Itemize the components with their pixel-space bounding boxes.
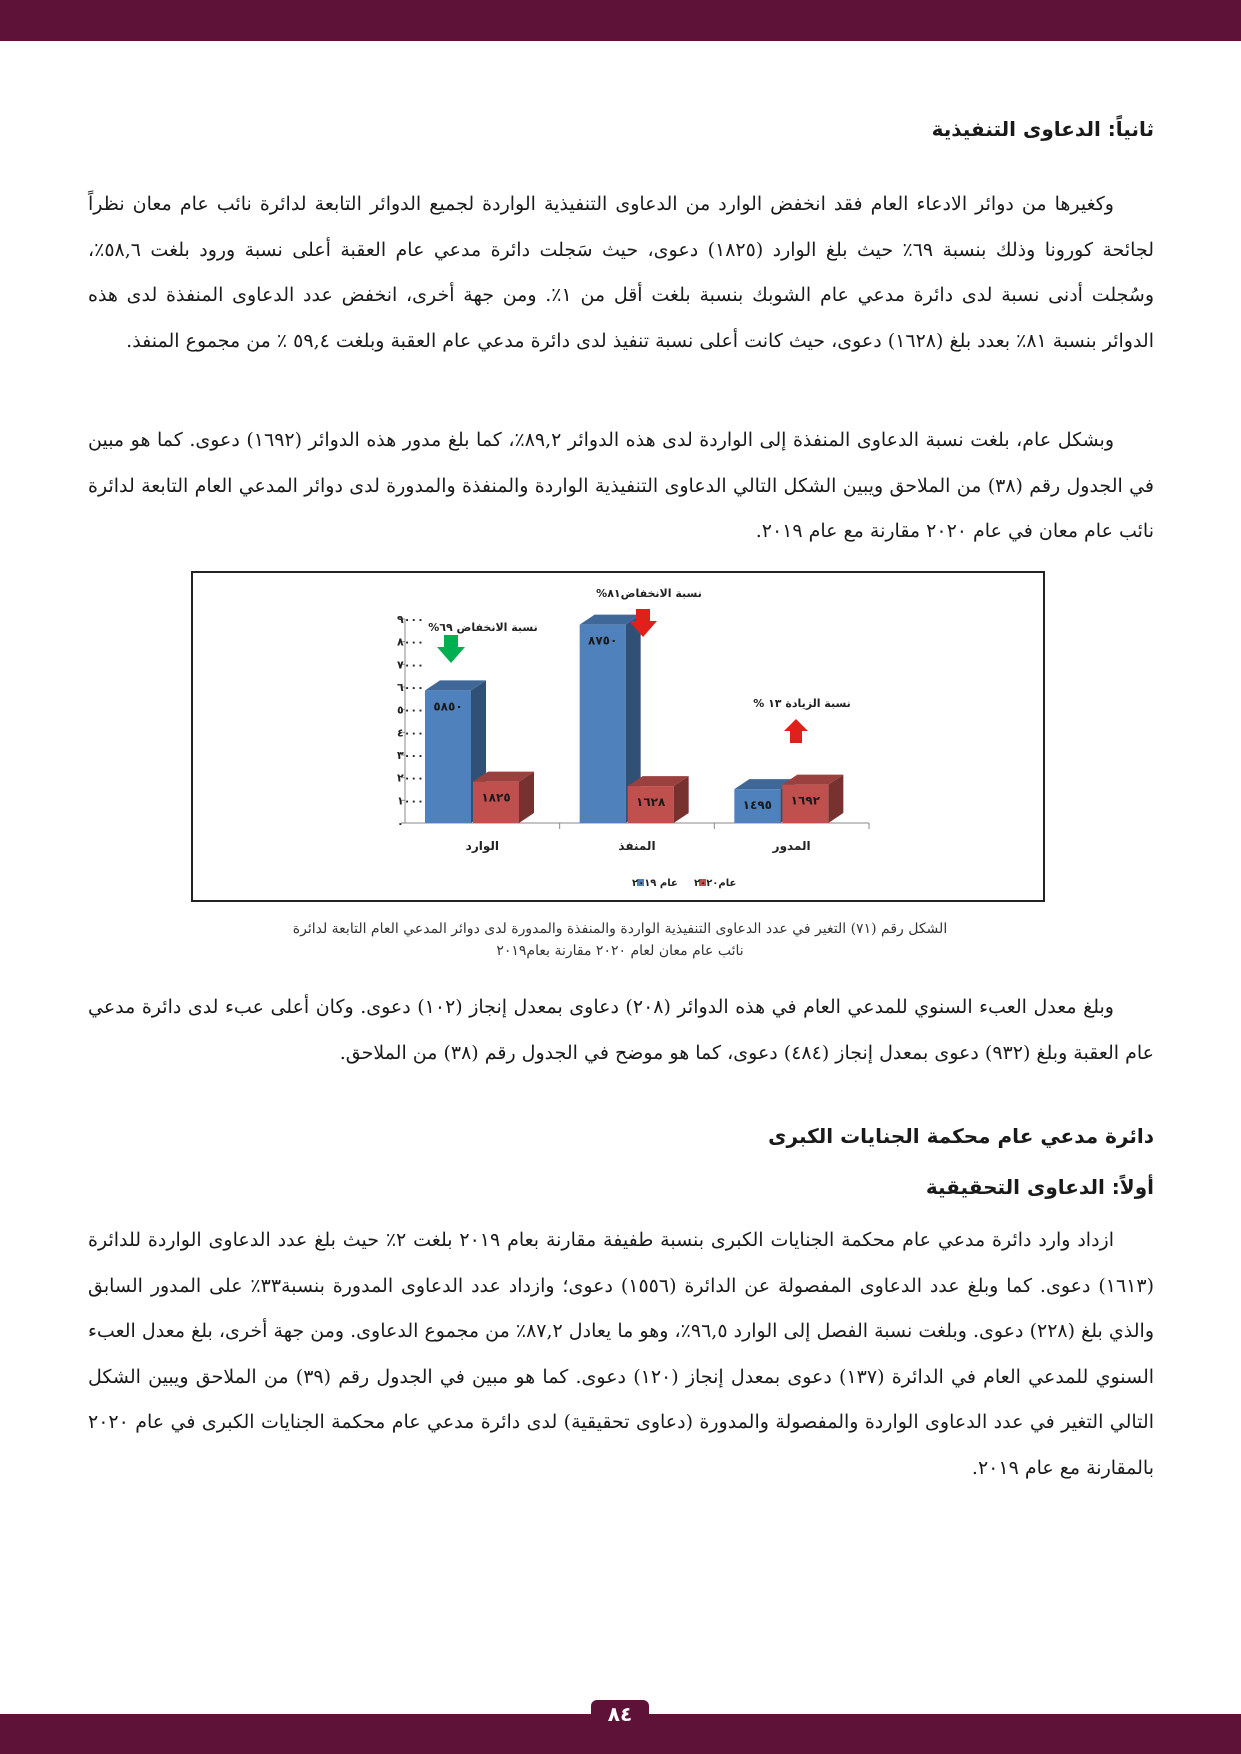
annotation-label: نسبة الزيادة ١٣ % — [753, 697, 851, 710]
y-tick-label: ٦٠٠٠ — [397, 681, 424, 694]
bar-2019-2 — [580, 625, 626, 823]
caption-line-1: الشكل رقم (٧١) التغير في عدد الدعاوى التنفيذية الواردة والمنفذة والمدورة لدى دوائر المدعي العام التابعة لدائرة — [292, 921, 948, 937]
data-label: ١٦٩٢ — [790, 793, 820, 808]
y-tick-label: ٨٠٠٠ — [397, 635, 424, 649]
y-tick-label: ١٠٠٠ — [397, 794, 424, 808]
section-heading-criminal-court: دائرة مدعي عام محكمة الجنايات الكبرى — [768, 1124, 1154, 1148]
data-label: ١٤٩٥ — [742, 798, 772, 813]
paragraph-2-text: وبشكل عام، بلغت نسبة الدعاوى المنفذة إلى الواردة لدى هذه الدوائر ٨٩,٢٪، كما بلغ مدور هذه الدوائر (١٦٩٢) دعوى. كما هو مبين في الجدول رقم (٣٨) من الملاحق ويبين الشكل التالي الدعاوى التنفيذية الواردة والمنفذة والمدورة لدى دوائر المدعي العام التابعة لدائرة نائب عام معان في عام ٢٠٢٠ مقارنة مع عام ٢٠١٩. — [88, 429, 1154, 542]
subheading-investigative: أولاً: الدعاوى التحقيقية — [925, 1175, 1154, 1199]
paragraph-4-text: ازداد وارد دائرة مدعي عام محكمة الجنايات الكبرى بنسبة طفيفة مقارنة بعام ٢٠١٩ بلغت ٢٪ حيث بلغ عدد الدعاوى الواردة للدائرة (١٦١٣) دعوى. كما وبلغ عدد الدعاوى المفصولة عن الدائرة (١٥٥٦) دعوى؛ وازداد عدد الدعاوى المدورة بنسبة٣٣٪ على المدور السابق والذي بلغ (٢٢٨) دعوى. وبلغت نسبة الفصل إلى الوارد ٩٦,٥٪، وهو ما يعادل ٨٧,٢٪ من مجموع الدعاوى. ومن جهة أخرى، بلغ معدل العبء السنوي للمدعي العام في الدائرة (١٣٧) دعوى بمعدل إنجاز (١٢٠) دعوى. كما هو مبين في الجدول رقم (٣٩) من الملاحق ويبين الشكل التالي التغير في عدد الدعاوى الواردة والمفصولة والمدورة (دعاوى تحقيقية) لدى دائرة مدعي عام محكمة الجنايات الكبرى في عام ٢٠٢٠ بالمقارنة مع عام ٢٠١٩. — [88, 1229, 1155, 1479]
y-tick-label: ٣٠٠٠ — [397, 749, 424, 762]
paragraph-2 — [88, 418, 1154, 555]
arrow-up-icon — [784, 719, 808, 743]
paragraph-1-text: وكغيرها من دوائر الادعاء العام فقد انخفض الوارد من الدعاوى التنفيذية الواردة لجميع الدوائر التابعة لدائرة نائب عام معان نظراً لجائحة كورونا وذلك بنسبة ٦٩٪ حيث بلغ الوارد (١٨٢٥) دعوى، حيث سَجلت دائرة مدعي عام العقبة أعلى نسبة ورود بلغت ٥٨,٦٪، وسُجلت أدنى نسبة لدى دائرة مدعي عام الشوبك بنسبة بلغت أقل من ١٪. ومن جهة أخرى، انخفض عدد الدعاوى المنفذة لدى هذه الدوائر بنسبة ٨١٪ بعدد بلغ (١٦٢٨) دعوى، حيث كانت أعلى نسبة تنفيذ لدى دائرة مدعي عام العقبة وبلغت ٥٩,٤ ٪ من مجموع المنفذ. — [88, 193, 1154, 352]
annotation-label: نسبة الانخفاض ٦٩% — [428, 621, 538, 634]
paragraph-4 — [88, 1218, 1154, 1491]
page-number: ٨٤ — [591, 1700, 649, 1730]
y-tick-label: ٥٠٠٠ — [397, 703, 424, 717]
category-label: المدور — [772, 839, 811, 853]
caption-line-2: نائب عام معان لعام ٢٠٢٠ مقارنة بعام٢٠١٩ — [496, 943, 744, 959]
bar-chart — [193, 573, 1043, 900]
y-tick-label: ٤٠٠٠ — [397, 726, 424, 740]
paragraph-1 — [88, 182, 1154, 364]
y-tick-label: ٧٠٠٠ — [397, 658, 424, 672]
data-label: ١٦٢٨ — [636, 795, 666, 810]
category-label: الوارد — [465, 839, 499, 853]
paragraph-3 — [88, 985, 1154, 1076]
section-heading-executive: ثانياً: الدعاوى التنفيذية — [931, 117, 1154, 141]
y-tick-label: ٩٠٠٠ — [397, 613, 424, 626]
data-label: ٥٨٥٠ — [433, 699, 463, 714]
y-tick-label: ٠ — [397, 817, 404, 830]
top-banner — [0, 0, 1241, 41]
legend-label: عام ٢٠١٩ — [632, 878, 678, 889]
paragraph-3-text: وبلغ معدل العبء السنوي للمدعي العام في هذه الدوائر (٢٠٨) دعاوى بمعدل إنجاز (١٠٢) دعوى. وكان أعلى عبء لدى دائرة مدعي عام العقبة وبلغ (٩٣٢) دعوى بمعدل إنجاز (٤٨٤) دعوى، كما هو موضح في الجدول رقم (٣٨) من الملاحق. — [88, 996, 1154, 1064]
arrow-down-icon — [437, 635, 465, 663]
data-label: ٨٧٥٠ — [588, 633, 618, 648]
legend-label: عام٢٠٢٠ — [694, 878, 737, 889]
data-label: ١٨٢٥ — [481, 790, 511, 805]
y-tick-label: ٢٠٠٠ — [397, 771, 424, 785]
annotation-label: نسبة الانخفاض٨١% — [596, 587, 702, 600]
category-label: المنفذ — [618, 839, 656, 853]
figure-caption — [160, 918, 1080, 962]
chart-frame — [191, 571, 1045, 902]
